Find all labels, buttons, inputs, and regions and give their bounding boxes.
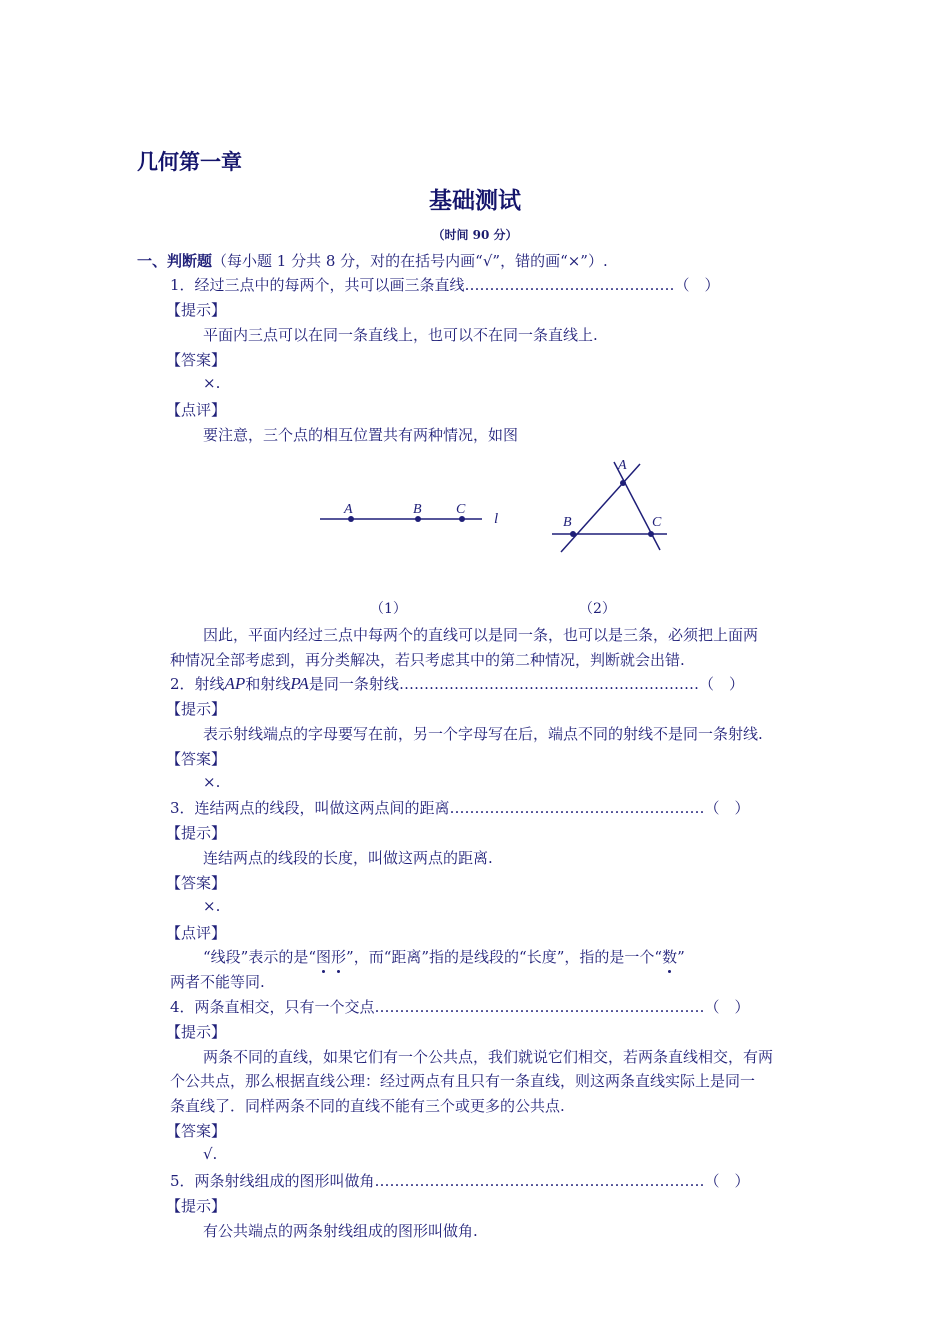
q2-dots: …………………………………………………… <box>398 675 699 693</box>
q2-hint: 表示射线端点的字母要写在前，另一个字母写在后，端点不同的射线不是同一条射线. <box>203 725 763 743</box>
q1-stem: 1．经过三点中的每两个，共可以画三条直线 <box>170 276 465 294</box>
q2-ray-ap: AP <box>224 674 246 693</box>
question-1 <box>170 274 720 295</box>
q3-answer-tag: 【答案】 <box>166 874 227 892</box>
point-b2 <box>570 531 576 537</box>
chapter-title: 几何第一章 <box>137 149 242 174</box>
point-a2 <box>620 480 626 486</box>
q3-hint: 连结两点的线段的长度，叫做这两点的距离. <box>203 849 493 867</box>
q2-paren: （ ） <box>698 675 744 693</box>
q5-hint-tag: 【提示】 <box>166 1197 227 1215</box>
q3-review-2: 两者不能等同. <box>170 973 265 991</box>
q1-conclusion-1: 因此，平面内经过三点中每两个的直线可以是同一条，也可以是三条，必须把上面两 <box>203 626 759 644</box>
q2-mid: 和射线 <box>245 675 291 693</box>
q4-hint-tag: 【提示】 <box>166 1023 227 1041</box>
figure-three-points <box>300 450 700 570</box>
q1-review: 要注意，三个点的相互位置共有两种情况，如图 <box>203 426 519 444</box>
q1-hint: 平面内三点可以在同一条直线上，也可以不在同一条直线上. <box>203 326 598 344</box>
q4-answer-tag: 【答案】 <box>166 1122 227 1140</box>
q3-review-a: “线段”表示的是“ <box>203 948 317 966</box>
figure-1 <box>320 502 498 527</box>
q2-post: 是同一条射线 <box>308 675 399 693</box>
q1-answer-tag: 【答案】 <box>166 351 227 369</box>
q4-hint-1: 两条不同的直线，如果它们有一个公共点，我们就说它们相交，若两条直线相交，有两 <box>203 1048 774 1066</box>
q3-dots: …………………………………………… <box>449 799 705 817</box>
q3-review-c: ” <box>677 948 685 966</box>
figure-2 <box>552 458 667 552</box>
section-heading <box>137 250 608 271</box>
question-4 <box>170 996 750 1017</box>
q3-review-tag: 【点评】 <box>166 924 227 942</box>
line-ac <box>614 462 660 550</box>
label-c: C <box>456 502 466 517</box>
question-2 <box>170 673 744 694</box>
question-5 <box>170 1170 750 1191</box>
q2-answer-tag: 【答案】 <box>166 750 227 768</box>
q4-dots: ………………………………………………………… <box>374 998 705 1016</box>
q2-ray-pa: PA <box>290 674 309 693</box>
q5-paren: （ ） <box>704 1172 750 1190</box>
q5-dots: ………………………………………………………… <box>374 1172 705 1190</box>
q2-answer: ×. <box>203 773 221 791</box>
label-b: B <box>413 502 422 517</box>
section-desc: （每小题 1 分共 8 分，对的在括号内画“√”，错的画“×”）. <box>212 252 608 270</box>
q3-answer: ×. <box>203 897 221 915</box>
q1-paren: （ ） <box>674 276 720 294</box>
point-c2 <box>648 531 654 537</box>
label-l: l <box>494 511 499 527</box>
q5-hint: 有公共端点的两条射线组成的图形叫做角. <box>203 1222 478 1240</box>
q4-hint-3: 条直线了．同样两条不同的直线不能有三个或更多的公共点. <box>170 1097 565 1115</box>
q3-review-b: ”，而“距离”指的是线段的“长度”，指的是一个“ <box>346 948 663 966</box>
q3-emph-tu: 图 <box>316 948 332 966</box>
q3-emph-xing: 形 <box>331 948 347 966</box>
q3-emph-shu: 数 <box>662 948 678 966</box>
q1-hint-tag: 【提示】 <box>166 301 227 319</box>
section-head: 一、判断题 <box>137 252 213 270</box>
q4-answer: √. <box>203 1145 218 1163</box>
label-a: A <box>344 502 353 517</box>
q3-stem: 3．连结两点的线段，叫做这两点间的距离 <box>170 799 450 817</box>
q1-conclusion-2: 种情况全部考虑到，再分类解决，若只考虑其中的第二种情况，判断就会出错. <box>170 651 685 669</box>
q1-answer: ×. <box>203 374 221 392</box>
q1-dots: …………………………………… <box>464 276 675 294</box>
label-c2: C <box>652 515 662 530</box>
page-title: 基础测试 <box>429 187 521 214</box>
q2-pre: 2．射线 <box>170 675 225 693</box>
q4-stem: 4．两条直相交，只有一个交点 <box>170 998 375 1016</box>
q3-hint-tag: 【提示】 <box>166 824 227 842</box>
figure-1-label: （1） <box>370 601 407 617</box>
label-a2: A <box>618 458 627 473</box>
q4-hint-2: 个公共点，那么根据直线公理：经过两点有且只有一条直线，则这两条直线实际上是同一 <box>170 1072 756 1090</box>
time-note: （时间 90 分） <box>432 228 518 242</box>
question-3 <box>170 797 750 818</box>
q3-review <box>203 946 685 967</box>
q3-paren: （ ） <box>704 799 750 817</box>
label-b2: B <box>563 515 572 530</box>
q5-stem: 5．两条射线组成的图形叫做角 <box>170 1172 375 1190</box>
q2-hint-tag: 【提示】 <box>166 700 227 718</box>
q4-paren: （ ） <box>704 998 750 1016</box>
figure-2-label: （2） <box>579 601 616 617</box>
line-ab <box>561 464 640 552</box>
q1-review-tag: 【点评】 <box>166 401 227 419</box>
